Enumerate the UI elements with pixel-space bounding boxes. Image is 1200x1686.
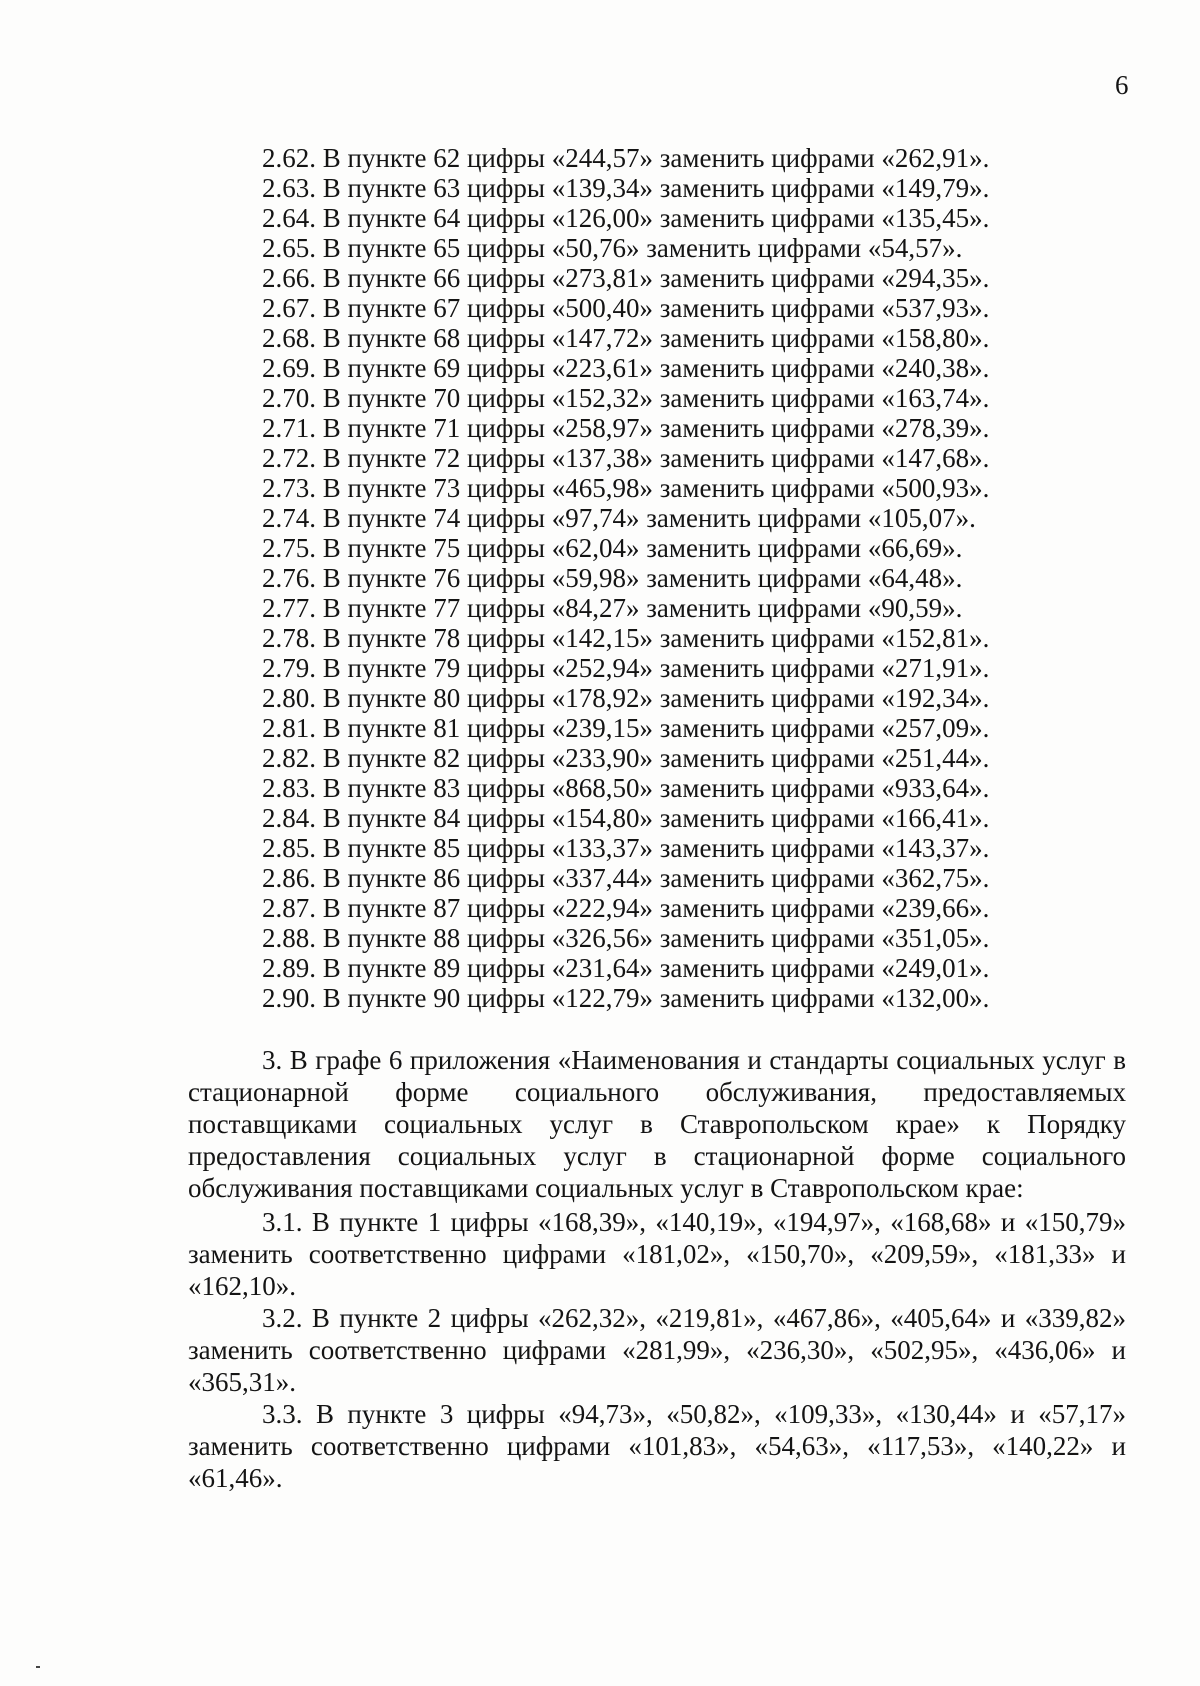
amendment-item: 2.87. В пункте 87 цифры «222,94» заменить цифрами «239,66». xyxy=(262,893,990,923)
amendment-item: 2.90. В пункте 90 цифры «122,79» заменить цифрами «132,00». xyxy=(262,983,990,1013)
amendment-item: 2.79. В пункте 79 цифры «252,94» заменить цифрами «271,91». xyxy=(262,653,990,683)
amendment-item: 2.73. В пункте 73 цифры «465,98» заменить цифрами «500,93». xyxy=(262,473,990,503)
amendment-item: 2.78. В пункте 78 цифры «142,15» заменить цифрами «152,81». xyxy=(262,623,990,653)
amendment-item: 2.64. В пункте 64 цифры «126,00» заменить цифрами «135,45». xyxy=(262,203,990,233)
amendment-item: 2.76. В пункте 76 цифры «59,98» заменить цифрами «64,48». xyxy=(262,563,963,593)
amendment-item: 2.77. В пункте 77 цифры «84,27» заменить цифрами «90,59». xyxy=(262,593,963,623)
amendment-item: 2.81. В пункте 81 цифры «239,15» заменить цифрами «257,09». xyxy=(262,713,990,743)
amendment-item: 2.74. В пункте 74 цифры «97,74» заменить цифрами «105,07». xyxy=(262,503,976,533)
amendment-item: 2.67. В пункте 67 цифры «500,40» заменить цифрами «537,93». xyxy=(262,293,990,323)
amendment-item: 2.86. В пункте 86 цифры «337,44» заменить цифрами «362,75». xyxy=(262,863,990,893)
amendment-item: 2.68. В пункте 68 цифры «147,72» заменить цифрами «158,80». xyxy=(262,323,990,353)
scan-speck xyxy=(36,1666,40,1668)
amendment-item: 2.80. В пункте 80 цифры «178,92» заменить цифрами «192,34». xyxy=(262,683,990,713)
amendment-item: 2.85. В пункте 85 цифры «133,37» заменить цифрами «143,37». xyxy=(262,833,990,863)
amendment-item: 2.65. В пункте 65 цифры «50,76» заменить цифрами «54,57». xyxy=(262,233,963,263)
section-3-item-1: 3.1. В пункте 1 цифры «168,39», «140,19», «194,97», «168,68» и «150,79» заменить соответственно цифрами «181,02», «150,70», «209,59», «181,33» и «162,10». xyxy=(188,1207,1126,1301)
amendment-item: 2.75. В пункте 75 цифры «62,04» заменить цифрами «66,69». xyxy=(262,533,963,563)
amendment-item: 2.82. В пункте 82 цифры «233,90» заменить цифрами «251,44». xyxy=(262,743,990,773)
section-3-item-3: 3.3. В пункте 3 цифры «94,73», «50,82», «109,33», «130,44» и «57,17» заменить соответственно цифрами «101,83», «54,63», «117,53», «140,22» и «61,46». xyxy=(188,1399,1126,1493)
amendment-item: 2.66. В пункте 66 цифры «273,81» заменить цифрами «294,35». xyxy=(262,263,990,293)
amendment-item: 2.83. В пункте 83 цифры «868,50» заменить цифрами «933,64». xyxy=(262,773,990,803)
section-3-item-2: 3.2. В пункте 2 цифры «262,32», «219,81», «467,86», «405,64» и «339,82» заменить соответственно цифрами «281,99», «236,30», «502,95», «436,06» и «365,31». xyxy=(188,1303,1126,1397)
section-3-intro: 3. В графе 6 приложения «Наименования и стандарты социальных услуг в стационарной форме социального обслуживания, предоставляемых поставщиками социальных услуг в Ставропольском крае» к Порядку предоставления социальных услуг в стационарной форме социального обслуживания поставщиками социальных услуг в Ставропольском крае: xyxy=(188,1045,1126,1203)
amendment-item: 2.70. В пункте 70 цифры «152,32» заменить цифрами «163,74». xyxy=(262,383,990,413)
amendment-item: 2.72. В пункте 72 цифры «137,38» заменить цифрами «147,68». xyxy=(262,443,990,473)
amendment-item: 2.71. В пункте 71 цифры «258,97» заменить цифрами «278,39». xyxy=(262,413,990,443)
amendment-item: 2.62. В пункте 62 цифры «244,57» заменить цифрами «262,91». xyxy=(262,143,990,173)
amendment-item: 2.89. В пункте 89 цифры «231,64» заменить цифрами «249,01». xyxy=(262,953,990,983)
page-number: 6 xyxy=(1115,70,1129,100)
amendment-item: 2.63. В пункте 63 цифры «139,34» заменить цифрами «149,79». xyxy=(262,173,990,203)
amendment-item: 2.84. В пункте 84 цифры «154,80» заменить цифрами «166,41». xyxy=(262,803,990,833)
amendment-item: 2.69. В пункте 69 цифры «223,61» заменить цифрами «240,38». xyxy=(262,353,990,383)
amendment-item: 2.88. В пункте 88 цифры «326,56» заменить цифрами «351,05». xyxy=(262,923,990,953)
